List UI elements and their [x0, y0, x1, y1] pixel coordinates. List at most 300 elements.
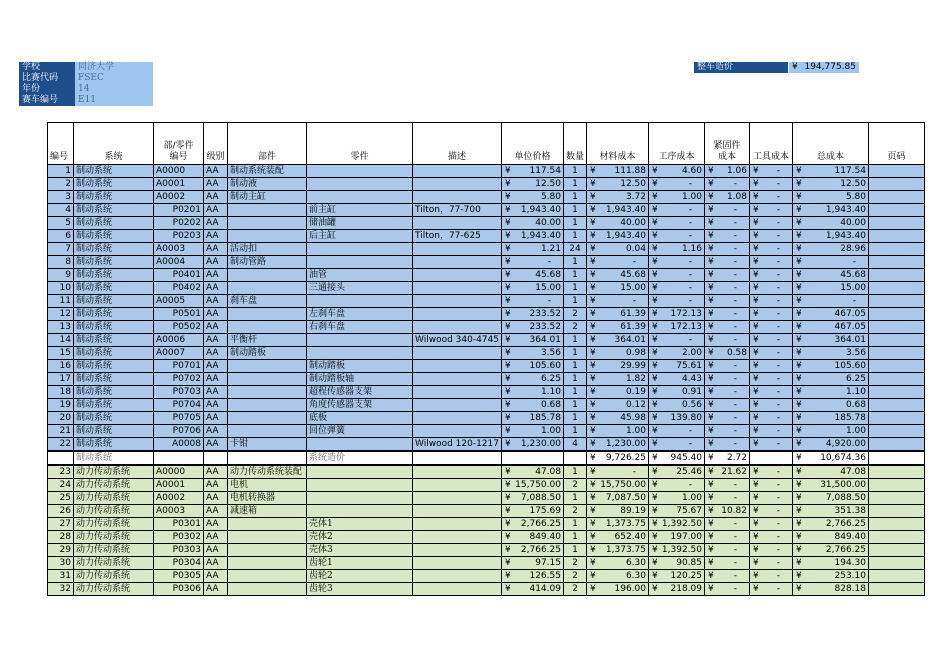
description-cell[interactable] [413, 518, 502, 531]
process-cost-cell[interactable] [649, 492, 705, 505]
total-cost-cell[interactable] [793, 230, 869, 243]
process-cost-cell[interactable] [649, 505, 705, 518]
total-cost-cell[interactable] [793, 412, 869, 425]
process-cost-cell[interactable] [649, 583, 705, 596]
column-header[interactable]: 部件 [228, 123, 307, 165]
component-cell[interactable] [228, 557, 307, 570]
quantity-cell[interactable]: 2 [563, 557, 586, 570]
code-value[interactable]: FSEC [75, 73, 153, 84]
description-cell[interactable] [413, 399, 502, 412]
part-id-cell[interactable]: A0001 [154, 479, 204, 492]
component-cell[interactable]: 制动踏板 [228, 347, 307, 360]
level-cell[interactable]: AA [204, 386, 228, 399]
material-cost-cell[interactable] [587, 386, 649, 399]
tool-cost-cell[interactable] [750, 570, 793, 583]
part-id-cell[interactable]: P0302 [154, 531, 204, 544]
material-cost-cell[interactable] [587, 347, 649, 360]
year-label[interactable]: 年份 [19, 84, 75, 95]
process-cost-cell[interactable] [649, 256, 705, 269]
fastener-cost-cell[interactable] [705, 360, 750, 373]
process-cost-cell[interactable] [649, 531, 705, 544]
total-cost-cell[interactable] [793, 479, 869, 492]
system-cell[interactable]: 制动系统 [74, 256, 154, 269]
total-cost-cell[interactable] [793, 399, 869, 412]
page-cell[interactable] [869, 217, 925, 230]
fastener-cost-cell[interactable] [705, 451, 750, 465]
unit-price-cell[interactable] [501, 243, 563, 256]
part-id-cell[interactable]: P0702 [154, 373, 204, 386]
total-cost-cell[interactable] [793, 465, 869, 479]
component-cell[interactable] [228, 544, 307, 557]
description-cell[interactable]: Wilwood 120-1217 [413, 438, 502, 452]
level-cell[interactable]: AA [204, 465, 228, 479]
row-number[interactable]: 21 [48, 425, 74, 438]
material-cost-cell[interactable] [587, 191, 649, 204]
part-cell[interactable]: 壳体2 [307, 531, 413, 544]
quantity-cell[interactable]: 1 [563, 295, 586, 308]
system-cell[interactable]: 制动系统 [74, 451, 154, 465]
page-cell[interactable] [869, 479, 925, 492]
unit-price-cell[interactable] [501, 531, 563, 544]
page-cell[interactable] [869, 399, 925, 412]
part-cell[interactable]: 系统造价 [307, 451, 413, 465]
level-cell[interactable]: AA [204, 492, 228, 505]
total-cost-cell[interactable] [793, 243, 869, 256]
process-cost-cell[interactable] [649, 269, 705, 282]
tool-cost-cell[interactable] [750, 531, 793, 544]
row-number[interactable]: 3 [48, 191, 74, 204]
material-cost-cell[interactable] [587, 465, 649, 479]
column-header[interactable]: 页码 [869, 123, 925, 165]
page-cell[interactable] [869, 347, 925, 360]
process-cost-cell[interactable] [649, 204, 705, 217]
part-cell[interactable] [307, 438, 413, 452]
part-cell[interactable]: 左刹车盘 [307, 308, 413, 321]
total-cost-cell[interactable] [793, 557, 869, 570]
component-cell[interactable]: 动力传动系统装配 [228, 465, 307, 479]
part-id-cell[interactable]: A0003 [154, 505, 204, 518]
part-cell[interactable] [307, 479, 413, 492]
part-cell[interactable]: 制动踏板 [307, 360, 413, 373]
fastener-cost-cell[interactable] [705, 425, 750, 438]
page-cell[interactable] [869, 334, 925, 347]
page-cell[interactable] [869, 544, 925, 557]
unit-price-cell[interactable] [501, 518, 563, 531]
system-cell[interactable]: 制动系统 [74, 438, 154, 452]
total-cost-cell[interactable] [793, 505, 869, 518]
page-cell[interactable] [869, 282, 925, 295]
quantity-cell[interactable]: 1 [563, 282, 586, 295]
quantity-cell[interactable]: 1 [563, 544, 586, 557]
description-cell[interactable] [413, 269, 502, 282]
material-cost-cell[interactable] [587, 570, 649, 583]
tool-cost-cell[interactable] [750, 399, 793, 412]
part-cell[interactable] [307, 243, 413, 256]
part-cell[interactable] [307, 492, 413, 505]
system-cell[interactable]: 动力传动系统 [74, 518, 154, 531]
system-cell[interactable]: 制动系统 [74, 217, 154, 230]
level-cell[interactable]: AA [204, 191, 228, 204]
level-cell[interactable]: AA [204, 399, 228, 412]
part-id-cell[interactable]: A0005 [154, 295, 204, 308]
code-label[interactable]: 比赛代码 [19, 73, 75, 84]
quantity-cell[interactable]: 1 [563, 360, 586, 373]
part-cell[interactable] [307, 178, 413, 191]
component-cell[interactable] [228, 386, 307, 399]
level-cell[interactable]: AA [204, 178, 228, 191]
tool-cost-cell[interactable] [750, 518, 793, 531]
column-header[interactable]: 材料成本 [587, 123, 649, 165]
part-id-cell[interactable]: P0201 [154, 204, 204, 217]
fastener-cost-cell[interactable] [705, 373, 750, 386]
tool-cost-cell[interactable] [750, 243, 793, 256]
component-cell[interactable] [228, 321, 307, 334]
part-id-cell[interactable]: P0704 [154, 399, 204, 412]
column-header[interactable]: 描述 [413, 123, 502, 165]
page-cell[interactable] [869, 373, 925, 386]
page-cell[interactable] [869, 178, 925, 191]
process-cost-cell[interactable] [649, 321, 705, 334]
page-cell[interactable] [869, 386, 925, 399]
unit-price-cell[interactable] [501, 492, 563, 505]
page-cell[interactable] [869, 321, 925, 334]
tool-cost-cell[interactable] [750, 479, 793, 492]
quantity-cell[interactable]: 2 [563, 583, 586, 596]
row-number[interactable]: 29 [48, 544, 74, 557]
level-cell[interactable]: AA [204, 334, 228, 347]
part-cell[interactable]: 壳体3 [307, 544, 413, 557]
page-cell[interactable] [869, 360, 925, 373]
total-cost-cell[interactable] [793, 492, 869, 505]
tool-cost-cell[interactable] [750, 557, 793, 570]
part-cell[interactable]: 制动踏板轴 [307, 373, 413, 386]
quantity-cell[interactable]: 1 [563, 518, 586, 531]
tool-cost-cell[interactable] [750, 178, 793, 191]
total-cost-cell[interactable] [793, 295, 869, 308]
system-cell[interactable]: 制动系统 [74, 243, 154, 256]
row-number[interactable]: 16 [48, 360, 74, 373]
system-cell[interactable]: 制动系统 [74, 165, 154, 178]
system-cell[interactable]: 制动系统 [74, 295, 154, 308]
tool-cost-cell[interactable] [750, 308, 793, 321]
material-cost-cell[interactable] [587, 492, 649, 505]
quantity-cell[interactable]: 2 [563, 479, 586, 492]
component-cell[interactable] [228, 204, 307, 217]
part-id-cell[interactable]: P0203 [154, 230, 204, 243]
row-number[interactable]: 2 [48, 178, 74, 191]
system-cell[interactable]: 制动系统 [74, 308, 154, 321]
material-cost-cell[interactable] [587, 295, 649, 308]
unit-price-cell[interactable] [501, 178, 563, 191]
description-cell[interactable] [413, 217, 502, 230]
material-cost-cell[interactable] [587, 321, 649, 334]
description-cell[interactable] [413, 425, 502, 438]
row-number[interactable]: 15 [48, 347, 74, 360]
column-header[interactable]: 系统 [74, 123, 154, 165]
part-cell[interactable]: 齿轮3 [307, 583, 413, 596]
row-number[interactable] [48, 451, 74, 465]
unit-price-cell[interactable] [501, 165, 563, 178]
total-cost-cell[interactable] [793, 583, 869, 596]
description-cell[interactable] [413, 544, 502, 557]
unit-price-cell[interactable] [501, 321, 563, 334]
material-cost-cell[interactable] [587, 557, 649, 570]
page-cell[interactable] [869, 531, 925, 544]
quantity-cell[interactable]: 1 [563, 531, 586, 544]
quantity-cell[interactable]: 1 [563, 492, 586, 505]
material-cost-cell[interactable] [587, 412, 649, 425]
fastener-cost-cell[interactable] [705, 269, 750, 282]
page-cell[interactable] [869, 256, 925, 269]
material-cost-cell[interactable] [587, 583, 649, 596]
tool-cost-cell[interactable] [750, 373, 793, 386]
level-cell[interactable]: AA [204, 544, 228, 557]
fastener-cost-cell[interactable] [705, 583, 750, 596]
fastener-cost-cell[interactable] [705, 217, 750, 230]
quantity-cell[interactable]: 1 [563, 256, 586, 269]
component-cell[interactable]: 制动液 [228, 178, 307, 191]
unit-price-cell[interactable] [501, 191, 563, 204]
tool-cost-cell[interactable] [750, 505, 793, 518]
system-cell[interactable]: 动力传动系统 [74, 465, 154, 479]
fastener-cost-cell[interactable] [705, 347, 750, 360]
row-number[interactable]: 4 [48, 204, 74, 217]
process-cost-cell[interactable] [649, 386, 705, 399]
fastener-cost-cell[interactable] [705, 334, 750, 347]
part-id-cell[interactable]: A0002 [154, 492, 204, 505]
total-cost-cell[interactable] [793, 438, 869, 452]
fastener-cost-cell[interactable] [705, 178, 750, 191]
component-cell[interactable]: 减速箱 [228, 505, 307, 518]
total-cost-cell[interactable] [793, 360, 869, 373]
process-cost-cell[interactable] [649, 217, 705, 230]
row-number[interactable]: 6 [48, 230, 74, 243]
component-cell[interactable] [228, 217, 307, 230]
system-cell[interactable]: 动力传动系统 [74, 570, 154, 583]
total-cost-cell[interactable] [793, 570, 869, 583]
car-total-value[interactable] [789, 62, 859, 73]
total-cost-cell[interactable] [793, 256, 869, 269]
material-cost-cell[interactable] [587, 360, 649, 373]
level-cell[interactable]: AA [204, 321, 228, 334]
process-cost-cell[interactable] [649, 230, 705, 243]
material-cost-cell[interactable] [587, 243, 649, 256]
tool-cost-cell[interactable] [750, 334, 793, 347]
column-header[interactable]: 级别 [204, 123, 228, 165]
level-cell[interactable]: AA [204, 230, 228, 243]
column-header[interactable]: 编号 [48, 123, 74, 165]
total-cost-cell[interactable] [793, 373, 869, 386]
level-cell[interactable]: AA [204, 282, 228, 295]
description-cell[interactable] [413, 191, 502, 204]
unit-price-cell[interactable] [501, 557, 563, 570]
material-cost-cell[interactable] [587, 256, 649, 269]
quantity-cell[interactable]: 1 [563, 347, 586, 360]
fastener-cost-cell[interactable] [705, 256, 750, 269]
unit-price-cell[interactable] [501, 451, 563, 465]
level-cell[interactable]: AA [204, 373, 228, 386]
page-cell[interactable] [869, 191, 925, 204]
page-cell[interactable] [869, 518, 925, 531]
material-cost-cell[interactable] [587, 438, 649, 452]
part-cell[interactable] [307, 347, 413, 360]
material-cost-cell[interactable] [587, 425, 649, 438]
quantity-cell[interactable]: 1 [563, 165, 586, 178]
unit-price-cell[interactable] [501, 347, 563, 360]
unit-price-cell[interactable] [501, 386, 563, 399]
quantity-cell[interactable]: 1 [563, 178, 586, 191]
level-cell[interactable]: AA [204, 165, 228, 178]
description-cell[interactable] [413, 531, 502, 544]
unit-price-cell[interactable] [501, 544, 563, 557]
part-id-cell[interactable]: A0006 [154, 334, 204, 347]
tool-cost-cell[interactable] [750, 269, 793, 282]
process-cost-cell[interactable] [649, 412, 705, 425]
part-id-cell[interactable]: P0303 [154, 544, 204, 557]
fastener-cost-cell[interactable] [705, 570, 750, 583]
quantity-cell[interactable]: 1 [563, 373, 586, 386]
level-cell[interactable]: AA [204, 217, 228, 230]
quantity-cell[interactable]: 1 [563, 465, 586, 479]
system-cell[interactable]: 动力传动系统 [74, 544, 154, 557]
car-number-value[interactable]: E11 [75, 95, 153, 106]
tool-cost-cell[interactable] [750, 360, 793, 373]
process-cost-cell[interactable] [649, 570, 705, 583]
process-cost-cell[interactable] [649, 347, 705, 360]
car-total-label[interactable]: 整车造价 [694, 62, 788, 73]
part-id-cell[interactable]: P0301 [154, 518, 204, 531]
system-cell[interactable]: 制动系统 [74, 412, 154, 425]
page-cell[interactable] [869, 451, 925, 465]
column-header[interactable]: 紧固件 成本 [705, 123, 750, 165]
level-cell[interactable] [204, 451, 228, 465]
tool-cost-cell[interactable] [750, 492, 793, 505]
material-cost-cell[interactable] [587, 204, 649, 217]
total-cost-cell[interactable] [793, 544, 869, 557]
tool-cost-cell[interactable] [750, 204, 793, 217]
description-cell[interactable] [413, 465, 502, 479]
tool-cost-cell[interactable] [750, 321, 793, 334]
material-cost-cell[interactable] [587, 165, 649, 178]
description-cell[interactable] [413, 308, 502, 321]
part-id-cell[interactable]: P0401 [154, 269, 204, 282]
row-number[interactable]: 25 [48, 492, 74, 505]
component-cell[interactable] [228, 412, 307, 425]
page-cell[interactable] [869, 505, 925, 518]
component-cell[interactable]: 电机 [228, 479, 307, 492]
fastener-cost-cell[interactable] [705, 243, 750, 256]
component-cell[interactable] [228, 425, 307, 438]
fastener-cost-cell[interactable] [705, 308, 750, 321]
level-cell[interactable]: AA [204, 570, 228, 583]
description-cell[interactable] [413, 492, 502, 505]
description-cell[interactable] [413, 178, 502, 191]
system-cell[interactable]: 制动系统 [74, 373, 154, 386]
description-cell[interactable]: Tilton，77-625 [413, 230, 502, 243]
page-cell[interactable] [869, 557, 925, 570]
school-value[interactable]: 同济大学 [75, 62, 153, 73]
process-cost-cell[interactable] [649, 399, 705, 412]
total-cost-cell[interactable] [793, 321, 869, 334]
row-number[interactable]: 19 [48, 399, 74, 412]
part-cell[interactable] [307, 465, 413, 479]
row-number[interactable]: 11 [48, 295, 74, 308]
part-id-cell[interactable]: P0304 [154, 557, 204, 570]
page-cell[interactable] [869, 412, 925, 425]
column-header[interactable]: 工具成本 [750, 123, 793, 165]
quantity-cell[interactable]: 1 [563, 425, 586, 438]
unit-price-cell[interactable] [501, 412, 563, 425]
description-cell[interactable] [413, 451, 502, 465]
row-number[interactable]: 10 [48, 282, 74, 295]
component-cell[interactable] [228, 282, 307, 295]
quantity-cell[interactable]: 1 [563, 217, 586, 230]
material-cost-cell[interactable] [587, 505, 649, 518]
row-number[interactable]: 7 [48, 243, 74, 256]
component-cell[interactable]: 平衡杆 [228, 334, 307, 347]
total-cost-cell[interactable] [793, 531, 869, 544]
unit-price-cell[interactable] [501, 334, 563, 347]
unit-price-cell[interactable] [501, 308, 563, 321]
row-number[interactable]: 31 [48, 570, 74, 583]
component-cell[interactable] [228, 451, 307, 465]
level-cell[interactable]: AA [204, 531, 228, 544]
description-cell[interactable] [413, 505, 502, 518]
quantity-cell[interactable]: 2 [563, 570, 586, 583]
tool-cost-cell[interactable] [750, 465, 793, 479]
process-cost-cell[interactable] [649, 178, 705, 191]
unit-price-cell[interactable] [501, 479, 563, 492]
component-cell[interactable]: 制动系统装配 [228, 165, 307, 178]
process-cost-cell[interactable] [649, 295, 705, 308]
component-cell[interactable] [228, 230, 307, 243]
total-cost-cell[interactable] [793, 347, 869, 360]
total-cost-cell[interactable] [793, 308, 869, 321]
component-cell[interactable]: 制动管路 [228, 256, 307, 269]
level-cell[interactable]: AA [204, 583, 228, 596]
tool-cost-cell[interactable] [750, 165, 793, 178]
level-cell[interactable]: AA [204, 347, 228, 360]
unit-price-cell[interactable] [501, 204, 563, 217]
system-cell[interactable]: 动力传动系统 [74, 531, 154, 544]
description-cell[interactable]: Tilton，77-700 [413, 204, 502, 217]
row-number[interactable]: 13 [48, 321, 74, 334]
car-number-label[interactable]: 赛车编号 [19, 95, 75, 106]
component-cell[interactable]: 刹车盘 [228, 295, 307, 308]
page-cell[interactable] [869, 583, 925, 596]
material-cost-cell[interactable] [587, 479, 649, 492]
part-cell[interactable]: 齿轮1 [307, 557, 413, 570]
description-cell[interactable] [413, 360, 502, 373]
part-cell[interactable]: 回位弹簧 [307, 425, 413, 438]
part-id-cell[interactable]: P0402 [154, 282, 204, 295]
quantity-cell[interactable]: 2 [563, 321, 586, 334]
component-cell[interactable] [228, 518, 307, 531]
level-cell[interactable]: AA [204, 425, 228, 438]
level-cell[interactable]: AA [204, 295, 228, 308]
part-id-cell[interactable]: P0501 [154, 308, 204, 321]
material-cost-cell[interactable] [587, 217, 649, 230]
tool-cost-cell[interactable] [750, 230, 793, 243]
column-header[interactable]: 总成本 [793, 123, 869, 165]
material-cost-cell[interactable] [587, 544, 649, 557]
unit-price-cell[interactable] [501, 399, 563, 412]
level-cell[interactable]: AA [204, 438, 228, 452]
row-number[interactable]: 28 [48, 531, 74, 544]
fastener-cost-cell[interactable] [705, 386, 750, 399]
fastener-cost-cell[interactable] [705, 544, 750, 557]
unit-price-cell[interactable] [501, 583, 563, 596]
